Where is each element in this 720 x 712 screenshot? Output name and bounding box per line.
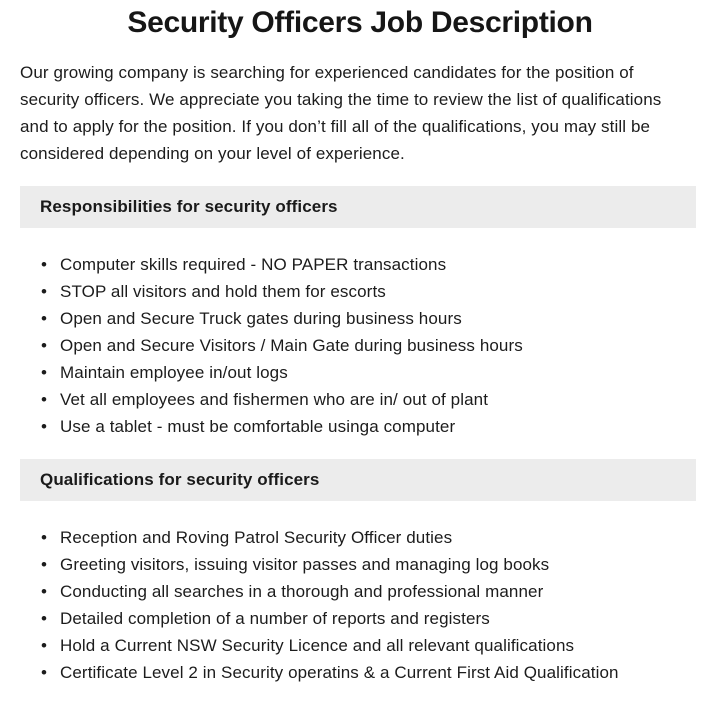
list-item: • Computer skills required - NO PAPER transactions	[0, 251, 720, 278]
intro-paragraph: Our growing company is searching for experienced candidates for the position of security officers. We appreciate you taking the time to review the list of qualifications and to apply for the position. If you don’t fill all of the qualifications, you may still be considered depending on your level of experience.	[20, 63, 662, 163]
list-item: • Greeting visitors, issuing visitor passes and managing log books	[0, 551, 720, 578]
list-item: • Hold a Current NSW Security Licence and all relevant qualifications	[0, 632, 720, 659]
list-item: • Conducting all searches in a thorough and professional manner	[0, 578, 720, 605]
list-item: • Open and Secure Truck gates during business hours	[0, 305, 720, 332]
section-qualifications	[0, 459, 720, 686]
list-item: • Open and Secure Visitors / Main Gate during business hours	[0, 332, 720, 359]
qualifications-list	[0, 524, 720, 686]
responsibilities-heading-bar	[20, 186, 696, 228]
list-item: • Detailed completion of a number of reports and registers	[0, 605, 720, 632]
qualifications-heading-bar	[20, 459, 696, 501]
list-item: • Reception and Roving Patrol Security Officer duties	[0, 524, 720, 551]
qualifications-heading: Qualifications for security officers	[40, 470, 320, 489]
responsibilities-heading: Responsibilities for security officers	[40, 197, 338, 216]
list-item: • Vet all employees and fishermen who are in/ out of plant	[0, 386, 720, 413]
list-item: • Use a tablet - must be comfortable usinga computer	[0, 413, 720, 440]
page-title: Security Officers Job Description	[127, 6, 593, 39]
job-description-page	[0, 6, 720, 712]
list-item: • Certificate Level 2 in Security operatins & a Current First Aid Qualification	[0, 659, 720, 686]
list-item: • STOP all visitors and hold them for escorts	[0, 278, 720, 305]
section-responsibilities	[0, 186, 720, 440]
responsibilities-list	[0, 251, 720, 440]
list-item: • Maintain employee in/out logs	[0, 359, 720, 386]
